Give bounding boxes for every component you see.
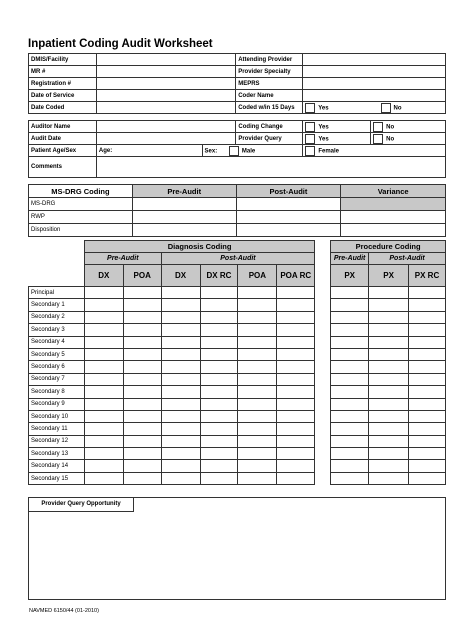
- checkbox-icon[interactable]: [305, 103, 315, 113]
- table-row: [29, 324, 446, 336]
- diagnosis-cell[interactable]: [123, 410, 161, 422]
- table-row: [29, 299, 446, 311]
- procedure-cell[interactable]: [409, 311, 446, 323]
- diagnosis-cell[interactable]: [238, 299, 277, 311]
- table-row: [29, 386, 446, 398]
- age-field[interactable]: [96, 145, 202, 157]
- msdrg-row-label: RWP: [29, 211, 133, 224]
- coding-change-yes[interactable]: [303, 121, 371, 133]
- table-row: [29, 472, 446, 484]
- code-row-label: Secondary 7: [29, 373, 85, 385]
- table-row: [29, 287, 446, 299]
- info-right-label: Coder Name: [236, 90, 303, 102]
- diagnosis-cell[interactable]: [277, 324, 315, 336]
- info-left-field[interactable]: [96, 54, 235, 66]
- diagnosis-cell[interactable]: [161, 324, 200, 336]
- diagnosis-cell[interactable]: [277, 336, 315, 348]
- diagnosis-cell[interactable]: [238, 324, 277, 336]
- procedure-pre-audit-header: Pre-Audit: [331, 253, 369, 265]
- checkbox-icon[interactable]: [305, 146, 315, 156]
- msdrg-row: [29, 224, 446, 237]
- diagnosis-cell[interactable]: [161, 386, 200, 398]
- col-px: PX: [331, 265, 369, 287]
- table-row: [29, 311, 446, 323]
- diagnosis-post-audit-header: Post-Audit: [161, 253, 315, 265]
- procedure-cell[interactable]: [331, 448, 369, 460]
- msdrg-variance-cell[interactable]: [341, 224, 446, 237]
- coded-within-15-days-options[interactable]: [303, 102, 446, 114]
- code-row-label: Secondary 8: [29, 386, 85, 398]
- info-right-label: MEPRS: [236, 78, 303, 90]
- msdrg-variance-cell[interactable]: [341, 198, 446, 211]
- diagnosis-cell[interactable]: [84, 348, 123, 360]
- diagnosis-cell[interactable]: [277, 398, 315, 410]
- diagnosis-cell[interactable]: [238, 398, 277, 410]
- col-dx: DX: [84, 265, 123, 287]
- checkbox-icon[interactable]: [373, 134, 383, 144]
- diagnosis-cell[interactable]: [238, 373, 277, 385]
- diagnosis-cell[interactable]: [161, 448, 200, 460]
- diagnosis-cell[interactable]: [123, 460, 161, 472]
- col-px-rc: PX RC: [409, 265, 446, 287]
- diagnosis-cell[interactable]: [277, 386, 315, 398]
- info-right-field[interactable]: [303, 90, 446, 102]
- diagnosis-cell[interactable]: [277, 472, 315, 484]
- procedure-cell[interactable]: [331, 398, 369, 410]
- diagnosis-cell[interactable]: [161, 311, 200, 323]
- procedure-cell[interactable]: [369, 324, 409, 336]
- code-row-label: Secondary 1: [29, 299, 85, 311]
- auditor-name-label: Auditor Name: [29, 121, 97, 133]
- diagnosis-cell[interactable]: [238, 348, 277, 360]
- info-right-field[interactable]: [303, 66, 446, 78]
- procedure-cell[interactable]: [331, 460, 369, 472]
- diagnosis-cell[interactable]: [123, 311, 161, 323]
- provider-query-box[interactable]: [28, 497, 446, 600]
- diagnosis-cell[interactable]: [238, 435, 277, 447]
- diagnosis-cell[interactable]: [238, 311, 277, 323]
- info-left-label: MR #: [29, 66, 97, 78]
- diagnosis-cell[interactable]: [238, 423, 277, 435]
- diagnosis-cell[interactable]: [238, 410, 277, 422]
- diagnosis-cell[interactable]: [123, 435, 161, 447]
- checkbox-icon[interactable]: [305, 134, 315, 144]
- procedure-cell[interactable]: [331, 373, 369, 385]
- procedure-cell[interactable]: [331, 287, 369, 299]
- checkbox-icon[interactable]: [305, 122, 315, 132]
- diagnosis-cell[interactable]: [161, 460, 200, 472]
- diagnosis-cell[interactable]: [161, 423, 200, 435]
- female-label: Female: [318, 148, 340, 155]
- coding-change-no[interactable]: [371, 121, 446, 133]
- msdrg-header: MS-DRG Coding: [29, 185, 133, 198]
- col-poa-post: POA: [238, 265, 277, 287]
- procedure-cell[interactable]: [409, 423, 446, 435]
- procedure-cell[interactable]: [409, 299, 446, 311]
- diagnosis-cell[interactable]: [161, 348, 200, 360]
- diagnosis-cell[interactable]: [277, 435, 315, 447]
- procedure-cell[interactable]: [369, 287, 409, 299]
- procedure-cell[interactable]: [369, 299, 409, 311]
- female-field[interactable]: [303, 145, 446, 157]
- no-label: No: [386, 136, 395, 143]
- diagnosis-cell[interactable]: [238, 460, 277, 472]
- msdrg-pre-audit-header: Pre-Audit: [132, 185, 236, 198]
- table-row: [29, 448, 446, 460]
- info-left-label: Registration #: [29, 78, 97, 90]
- info-left-field[interactable]: [96, 102, 235, 114]
- procedure-cell[interactable]: [331, 336, 369, 348]
- diagnosis-cell[interactable]: [123, 336, 161, 348]
- provider-query-opportunity-label: Provider Query Opportunity: [29, 498, 134, 512]
- info-left-field[interactable]: [96, 90, 235, 102]
- diagnosis-cell[interactable]: [84, 324, 123, 336]
- code-row-label: Secondary 9: [29, 398, 85, 410]
- info-left-field[interactable]: [96, 78, 235, 90]
- diagnosis-cell[interactable]: [123, 423, 161, 435]
- yes-label: Yes: [318, 124, 329, 131]
- patient-age-sex-label: Patient Age/Sex: [29, 145, 97, 157]
- diagnosis-cell[interactable]: [123, 472, 161, 484]
- diagnosis-cell[interactable]: [84, 386, 123, 398]
- diagnosis-cell[interactable]: [200, 448, 238, 460]
- col-dx-rc: DX RC: [200, 265, 238, 287]
- diagnosis-cell[interactable]: [161, 287, 200, 299]
- msdrg-variance-cell[interactable]: [341, 211, 446, 224]
- header-info-table: [28, 53, 446, 114]
- info-right-field[interactable]: [303, 78, 446, 90]
- msdrg-post-audit-header: Post-Audit: [236, 185, 341, 198]
- diagnosis-cell[interactable]: [238, 361, 277, 373]
- code-row-label: Secondary 12: [29, 435, 85, 447]
- code-row-label: Secondary 13: [29, 448, 85, 460]
- procedure-cell[interactable]: [369, 373, 409, 385]
- table-row: [29, 398, 446, 410]
- procedure-cell[interactable]: [331, 348, 369, 360]
- procedure-cell[interactable]: [409, 460, 446, 472]
- provider-query-yes[interactable]: [303, 133, 371, 145]
- code-row-label: Secondary 5: [29, 348, 85, 360]
- diagnosis-cell[interactable]: [84, 435, 123, 447]
- procedure-cell[interactable]: [409, 348, 446, 360]
- sex-label: Sex:: [204, 148, 218, 155]
- diagnosis-cell[interactable]: [84, 336, 123, 348]
- procedure-post-audit-header: Post-Audit: [369, 253, 446, 265]
- diagnosis-cell[interactable]: [123, 448, 161, 460]
- msdrg-post-audit-cell[interactable]: [236, 198, 341, 211]
- msdrg-variance-header: Variance: [341, 185, 446, 198]
- diagnosis-cell[interactable]: [277, 361, 315, 373]
- diagnosis-cell[interactable]: [200, 287, 238, 299]
- info-right-label: Attending Provider: [236, 54, 303, 66]
- diagnosis-cell[interactable]: [277, 348, 315, 360]
- sex-field[interactable]: [202, 145, 303, 157]
- procedure-cell[interactable]: [331, 324, 369, 336]
- diagnosis-cell[interactable]: [161, 373, 200, 385]
- procedure-cell[interactable]: [369, 311, 409, 323]
- diagnosis-cell[interactable]: [84, 361, 123, 373]
- col-dx-post: DX: [161, 265, 200, 287]
- procedure-cell[interactable]: [331, 410, 369, 422]
- form-number: NAVMED 6150/44 (01-2010): [29, 608, 99, 614]
- diagnosis-cell[interactable]: [200, 361, 238, 373]
- coding-grid: [28, 240, 446, 485]
- msdrg-row: [29, 211, 446, 224]
- yes-label: Yes: [318, 105, 329, 112]
- procedure-cell[interactable]: [331, 311, 369, 323]
- diagnosis-cell[interactable]: [123, 361, 161, 373]
- msdrg-row: [29, 198, 446, 211]
- diagnosis-cell[interactable]: [123, 398, 161, 410]
- diagnosis-cell[interactable]: [238, 336, 277, 348]
- code-row-label: Secondary 10: [29, 410, 85, 422]
- checkbox-icon[interactable]: [373, 122, 383, 132]
- no-label: No: [386, 124, 395, 131]
- diagnosis-cell[interactable]: [84, 311, 123, 323]
- table-row: [29, 373, 446, 385]
- code-row-label: Principal: [29, 287, 85, 299]
- col-poa: POA: [123, 265, 161, 287]
- diagnosis-cell[interactable]: [161, 398, 200, 410]
- diagnosis-cell[interactable]: [84, 287, 123, 299]
- comments-field[interactable]: [96, 157, 445, 178]
- audit-date-label: Audit Date: [29, 133, 97, 145]
- info-right-field[interactable]: [303, 54, 446, 66]
- auditor-table: [28, 120, 446, 178]
- diagnosis-cell[interactable]: [200, 423, 238, 435]
- table-row: [29, 423, 446, 435]
- table-row: [29, 460, 446, 472]
- diagnosis-cell[interactable]: [161, 336, 200, 348]
- diagnosis-cell[interactable]: [84, 398, 123, 410]
- diagnosis-cell[interactable]: [84, 423, 123, 435]
- diagnosis-cell[interactable]: [123, 348, 161, 360]
- audit-date-field[interactable]: [96, 133, 236, 145]
- procedure-cell[interactable]: [409, 287, 446, 299]
- info-left-label: Date Coded: [29, 102, 97, 114]
- procedure-coding-header: Procedure Coding: [331, 241, 446, 253]
- diagnosis-cell[interactable]: [200, 336, 238, 348]
- table-row: [29, 361, 446, 373]
- msdrg-table: [28, 184, 446, 237]
- procedure-cell[interactable]: [369, 460, 409, 472]
- diagnosis-cell[interactable]: [200, 348, 238, 360]
- info-left-field[interactable]: [96, 66, 235, 78]
- no-label: No: [393, 105, 402, 112]
- info-right-label: Provider Specialty: [236, 66, 303, 78]
- procedure-cell[interactable]: [409, 398, 446, 410]
- diagnosis-cell[interactable]: [200, 435, 238, 447]
- diagnosis-cell[interactable]: [277, 410, 315, 422]
- code-row-label: Secondary 14: [29, 460, 85, 472]
- procedure-cell[interactable]: [369, 472, 409, 484]
- table-row: [29, 348, 446, 360]
- table-row: [29, 410, 446, 422]
- code-row-label: Secondary 3: [29, 324, 85, 336]
- diagnosis-cell[interactable]: [84, 299, 123, 311]
- procedure-cell[interactable]: [369, 348, 409, 360]
- diagnosis-cell[interactable]: [200, 398, 238, 410]
- procedure-cell[interactable]: [409, 336, 446, 348]
- procedure-cell[interactable]: [409, 324, 446, 336]
- diagnosis-cell[interactable]: [277, 299, 315, 311]
- provider-query-label: Provider Query: [236, 133, 303, 145]
- procedure-cell[interactable]: [409, 410, 446, 422]
- msdrg-post-audit-cell[interactable]: [236, 224, 341, 237]
- code-row-label: Secondary 4: [29, 336, 85, 348]
- diagnosis-cell[interactable]: [200, 386, 238, 398]
- procedure-cell[interactable]: [331, 472, 369, 484]
- col-poa-rc: POA RC: [277, 265, 315, 287]
- procedure-cell[interactable]: [331, 361, 369, 373]
- diagnosis-cell[interactable]: [200, 472, 238, 484]
- diagnosis-cell[interactable]: [200, 324, 238, 336]
- msdrg-pre-audit-cell[interactable]: [132, 211, 236, 224]
- procedure-cell[interactable]: [331, 423, 369, 435]
- procedure-cell[interactable]: [409, 472, 446, 484]
- diagnosis-cell[interactable]: [200, 460, 238, 472]
- diagnosis-cell[interactable]: [238, 448, 277, 460]
- diagnosis-cell[interactable]: [238, 287, 277, 299]
- diagnosis-cell[interactable]: [123, 386, 161, 398]
- procedure-cell[interactable]: [409, 373, 446, 385]
- comments-label: Comments: [29, 157, 97, 178]
- procedure-cell[interactable]: [409, 435, 446, 447]
- code-row-label: Secondary 15: [29, 472, 85, 484]
- table-row: [29, 435, 446, 447]
- diagnosis-cell[interactable]: [277, 448, 315, 460]
- diagnosis-cell[interactable]: [161, 472, 200, 484]
- diagnosis-cell[interactable]: [238, 472, 277, 484]
- msdrg-pre-audit-cell[interactable]: [132, 224, 236, 237]
- diagnosis-cell[interactable]: [161, 361, 200, 373]
- diagnosis-cell[interactable]: [84, 410, 123, 422]
- diagnosis-coding-header: Diagnosis Coding: [84, 241, 314, 253]
- info-left-label: DMIS/Facility: [29, 54, 97, 66]
- info-right-label: Coded w/in 15 Days: [236, 102, 303, 114]
- checkbox-icon[interactable]: [229, 146, 239, 156]
- procedure-cell[interactable]: [331, 299, 369, 311]
- col-px-post: PX: [369, 265, 409, 287]
- procedure-cell[interactable]: [331, 386, 369, 398]
- msdrg-pre-audit-cell[interactable]: [132, 198, 236, 211]
- procedure-cell[interactable]: [409, 361, 446, 373]
- table-row: [29, 336, 446, 348]
- code-row-label: Secondary 6: [29, 361, 85, 373]
- diagnosis-cell[interactable]: [200, 311, 238, 323]
- procedure-cell[interactable]: [409, 448, 446, 460]
- diagnosis-cell[interactable]: [84, 460, 123, 472]
- diagnosis-cell[interactable]: [277, 311, 315, 323]
- age-label: Age:: [98, 147, 113, 154]
- procedure-cell[interactable]: [369, 448, 409, 460]
- provider-query-no[interactable]: [371, 133, 446, 145]
- procedure-cell[interactable]: [369, 423, 409, 435]
- auditor-name-field[interactable]: [96, 121, 236, 133]
- male-label: Male: [241, 148, 256, 155]
- procedure-cell[interactable]: [369, 410, 409, 422]
- procedure-cell[interactable]: [369, 435, 409, 447]
- page-title: Inpatient Coding Audit Worksheet: [28, 38, 213, 50]
- checkbox-icon[interactable]: [381, 103, 391, 113]
- procedure-cell[interactable]: [369, 386, 409, 398]
- diagnosis-cell[interactable]: [277, 287, 315, 299]
- msdrg-row-label: MS-DRG: [29, 198, 133, 211]
- diagnosis-cell[interactable]: [84, 472, 123, 484]
- diagnosis-cell[interactable]: [123, 287, 161, 299]
- diagnosis-pre-audit-header: Pre-Audit: [84, 253, 161, 265]
- diagnosis-cell[interactable]: [277, 423, 315, 435]
- diagnosis-cell[interactable]: [238, 386, 277, 398]
- diagnosis-cell[interactable]: [84, 448, 123, 460]
- procedure-cell[interactable]: [369, 361, 409, 373]
- procedure-cell[interactable]: [409, 386, 446, 398]
- diagnosis-cell[interactable]: [161, 410, 200, 422]
- diagnosis-cell[interactable]: [200, 373, 238, 385]
- diagnosis-cell[interactable]: [84, 373, 123, 385]
- diagnosis-cell[interactable]: [277, 373, 315, 385]
- procedure-cell[interactable]: [369, 398, 409, 410]
- diagnosis-cell[interactable]: [123, 373, 161, 385]
- diagnosis-cell[interactable]: [123, 324, 161, 336]
- diagnosis-cell[interactable]: [123, 299, 161, 311]
- procedure-cell[interactable]: [331, 435, 369, 447]
- info-left-label: Date of Service: [29, 90, 97, 102]
- diagnosis-cell[interactable]: [200, 410, 238, 422]
- coding-change-label: Coding Change: [236, 121, 303, 133]
- msdrg-row-label: Disposition: [29, 224, 133, 237]
- code-row-label: Secondary 11: [29, 423, 85, 435]
- diagnosis-cell[interactable]: [277, 460, 315, 472]
- diagnosis-cell[interactable]: [161, 299, 200, 311]
- yes-label: Yes: [318, 136, 329, 143]
- msdrg-post-audit-cell[interactable]: [236, 211, 341, 224]
- code-row-label: Secondary 2: [29, 311, 85, 323]
- diagnosis-cell[interactable]: [200, 299, 238, 311]
- procedure-cell[interactable]: [369, 336, 409, 348]
- diagnosis-cell[interactable]: [161, 435, 200, 447]
